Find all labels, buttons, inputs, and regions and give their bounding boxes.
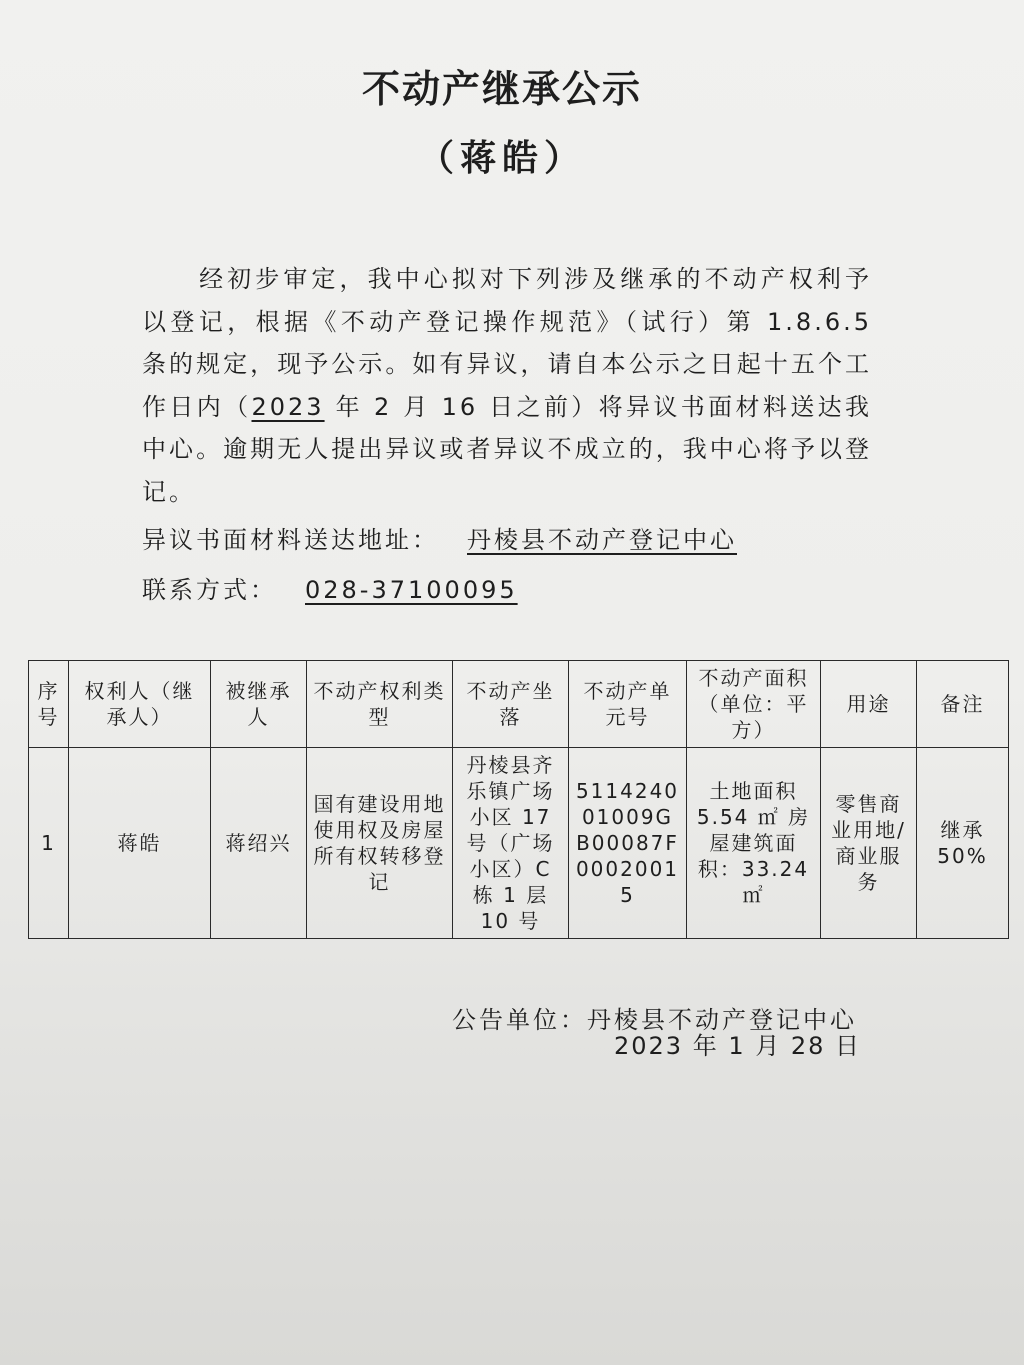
- notice-paragraph: [142, 258, 872, 514]
- cell-unit-no: 511424001009GB00087F00020015: [569, 748, 687, 939]
- cell-remark: 继承 50%: [917, 748, 1009, 939]
- notice-title: 不动产继承公示: [361, 66, 642, 111]
- paragraph-part-2: 年 2 月 16 日之前）将异议书面材料送达我中心。逾期无人提出异议或者异议不成立的，我中心将予以登记。: [142, 392, 873, 506]
- address-value: 丹棱县不动产登记中心: [467, 526, 737, 554]
- deadline-year: 2023: [251, 392, 325, 421]
- issuer: 公告单位：丹棱县不动产登记中心: [452, 1006, 857, 1034]
- table-row: [29, 748, 1009, 939]
- issue-date: 2023 年 1 月 28 日: [614, 1032, 862, 1060]
- header-cell: 序号: [29, 661, 69, 748]
- header-cell: 被继承人: [211, 661, 307, 748]
- header-cell: 不动产坐落: [453, 661, 569, 748]
- header-cell: 备注: [917, 661, 1009, 748]
- header-cell: 用途: [821, 661, 917, 748]
- paragraph-part-1: 经初步审定，我中心拟对下列涉及继承的不动产权利予以登记，根据《不动产登记操作规范》（试行）第 1.8.6.5 条的规定，现予公示。如有异议，请自本公示之日起十五个工作日内（: [142, 265, 872, 421]
- cell-usage: 零售商业用地/商业服务: [821, 748, 917, 939]
- property-table: [28, 660, 1009, 939]
- contact-line: [142, 570, 518, 605]
- cell-no: 1: [29, 748, 69, 939]
- cell-area: 土地面积 5.54 ㎡ 房屋建筑面积：33.24 ㎡: [687, 748, 821, 939]
- address-label: 异议书面材料送达地址：: [142, 526, 439, 554]
- header-cell: 不动产权利类型: [307, 661, 453, 748]
- contact-value: 028-37100095: [305, 576, 518, 604]
- table-header-row: [29, 661, 1009, 748]
- address-line: [142, 520, 737, 555]
- cell-location: 丹棱县齐乐镇广场小区 17 号（广场小区）C 栋 1 层 10 号: [453, 748, 569, 939]
- contact-label: 联系方式：: [142, 576, 277, 604]
- header-cell: 权利人（继承人）: [69, 661, 211, 748]
- notice-subtitle: （蒋皓）: [417, 137, 586, 179]
- header-cell: 不动产面积（单位：平方）: [687, 661, 821, 748]
- cell-deceased: 蒋绍兴: [211, 748, 307, 939]
- cell-heir: 蒋皓: [69, 748, 211, 939]
- cell-right-type: 国有建设用地使用权及房屋所有权转移登记: [307, 748, 453, 939]
- header-cell: 不动产单元号: [569, 661, 687, 748]
